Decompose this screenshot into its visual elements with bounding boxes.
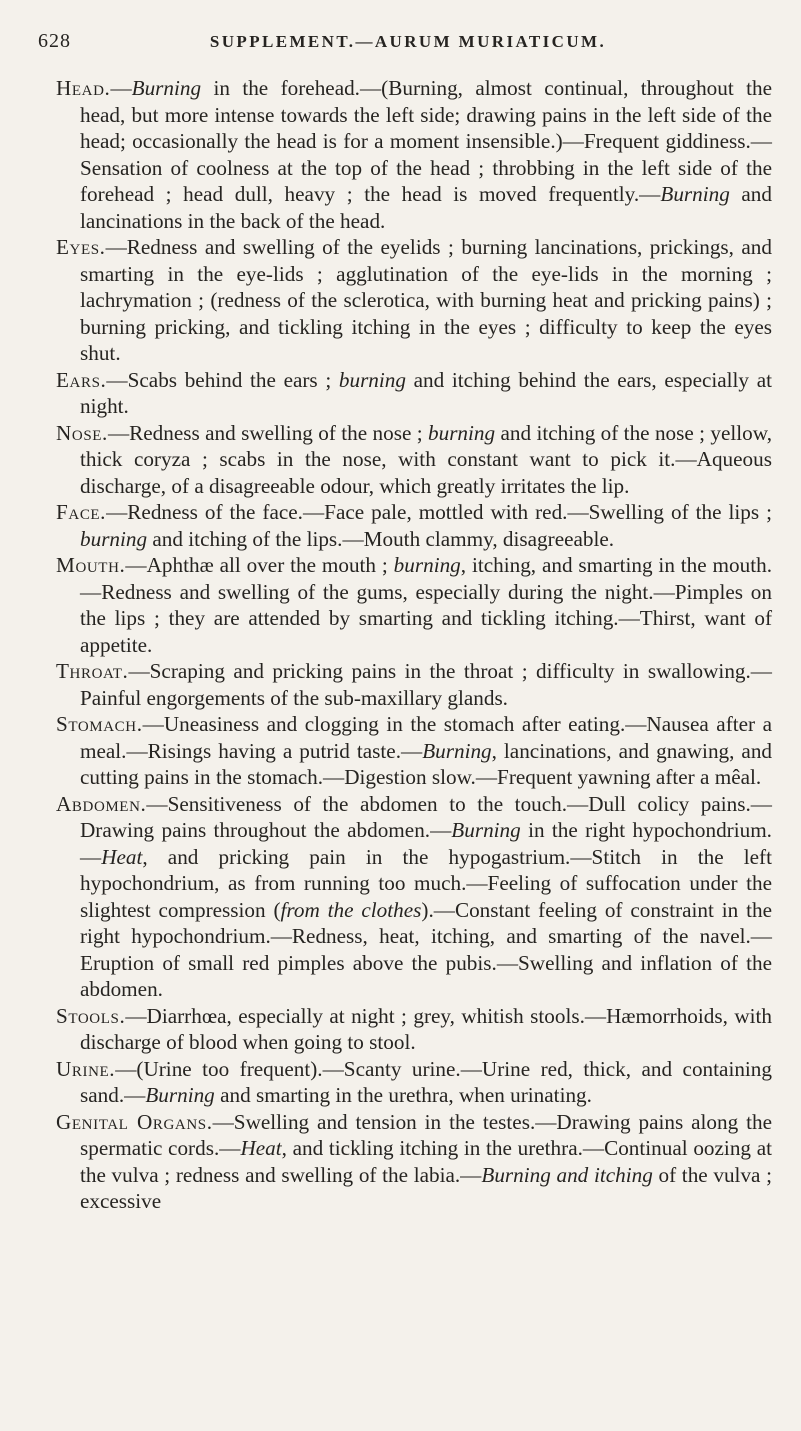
entry-text: —Scraping and pricking pains in the throat ; difficulty in swallowing.—Painful engorgements of the sub-maxillary glands. bbox=[80, 659, 772, 710]
entry-rubric: Genital Organs. bbox=[56, 1109, 213, 1134]
entry-rubric: Urine. bbox=[56, 1056, 116, 1081]
entry-text: —Redness and swelling of the nose ; bbox=[107, 420, 428, 445]
entry-rubric: Mouth. bbox=[56, 553, 126, 577]
entry-text: —Diarrhœa, especially at night ; grey, whitish stools.—Hæmorrhoids, with discharge of blood when going to stool. bbox=[80, 1003, 772, 1054]
symptom-entry bbox=[56, 1056, 772, 1109]
entry-text: , and tickling itching in the urethra.—Continual oozing at the vulva ; redness and swelling of the labia.— bbox=[80, 1136, 772, 1187]
italic-text: from the clothes bbox=[280, 897, 422, 922]
entry-text: and itching of the lips.—Mouth clammy, disagreeable. bbox=[147, 526, 615, 551]
entry-text: —Scabs behind the ears ; bbox=[106, 367, 339, 392]
entry-text: , lancinations, and gnawing, and cutting pains in the stomach.—Digestion slow.—Frequent yawning after a mêal. bbox=[80, 738, 773, 789]
entry-text: —Sensitiveness of the abdomen to the touch.—Dull colicy pains.—Drawing pains throughout the abdomen.— bbox=[80, 791, 772, 842]
symptom-entry bbox=[56, 1003, 772, 1056]
symptom-entry bbox=[56, 75, 772, 234]
entry-rubric: Ears. bbox=[56, 367, 107, 392]
italic-text: Heat bbox=[101, 844, 143, 869]
entry-text: in the right hypochondrium.— bbox=[80, 818, 772, 869]
page-header bbox=[38, 30, 778, 58]
italic-text: Burning bbox=[451, 818, 521, 842]
entry-rubric: Face. bbox=[56, 500, 107, 524]
entry-rubric: Stomach. bbox=[56, 712, 143, 736]
symptom-entry bbox=[56, 367, 772, 420]
symptom-entry bbox=[56, 420, 772, 500]
entry-text: and lancinations in the back of the head. bbox=[80, 182, 772, 233]
entry-rubric: Throat. bbox=[56, 659, 129, 683]
entry-text: —Aphthæ all over the mouth ; bbox=[125, 553, 394, 577]
symptom-entry bbox=[56, 234, 772, 367]
italic-text: Heat bbox=[240, 1136, 282, 1160]
entry-text: and smarting in the urethra, when urinating. bbox=[214, 1083, 592, 1107]
entry-text: —Uneasiness and clogging in the stomach after eating.—Nausea after a meal.—Risings having a putrid taste.— bbox=[80, 712, 772, 763]
italic-text: Burning and itching bbox=[481, 1162, 653, 1187]
italic-text: Burning bbox=[660, 182, 730, 206]
italic-text: Burning bbox=[422, 738, 492, 763]
entry-text: —Redness of the face.—Face pale, mottled with red.—Swelling of the lips ; bbox=[106, 500, 772, 524]
entry-text: , itching, and smarting in the mouth.—Redness and swelling of the gums, especially during the night.—Pimples on the lips ; they are attended by smarting and tickling itching.—Thirst, want of appetite. bbox=[80, 553, 772, 657]
page-number: 628 bbox=[38, 30, 71, 52]
entry-text: — bbox=[110, 76, 132, 100]
italic-text: burning bbox=[338, 367, 406, 392]
symptom-entry bbox=[56, 791, 772, 1003]
symptom-list bbox=[56, 75, 772, 1215]
entry-rubric: Nose. bbox=[56, 420, 108, 445]
italic-text: burning bbox=[428, 420, 496, 445]
entry-text: ).—Constant feeling of constraint in the right hypochondrium.—Redness, heat, itching, and smarting of the navel.—Eruption of small red pimples above the pubis.—Swelling and inflation of the abdomen. bbox=[80, 897, 773, 1001]
entry-rubric: Head. bbox=[56, 76, 111, 100]
italic-text: burning bbox=[393, 553, 461, 577]
entry-text: —(Urine too frequent).—Scanty urine.—Urine red, thick, and containing sand.— bbox=[80, 1056, 772, 1107]
entry-text: of the vulva ; excessive bbox=[80, 1162, 773, 1213]
symptom-entry bbox=[56, 658, 772, 711]
running-head: SUPPLEMENT.—AURUM MURIATICUM. bbox=[209, 32, 607, 51]
entry-rubric: Stools. bbox=[56, 1003, 126, 1028]
symptom-entry bbox=[56, 552, 772, 658]
entry-text: —Redness and swelling of the eyelids ; burning lancinations, prickings, and smarting in the eye-lids ; agglutination of the eye-lids in the morning ; lachrymation ; (redness of the sclerotica, with burning heat and pricking pains) ; burning pricking, and tickling itching in the eyes ; difficulty to keep the eyes shut. bbox=[80, 235, 772, 365]
entry-text: —Swelling and tension in the testes.—Drawing pains along the spermatic cords.— bbox=[80, 1109, 772, 1160]
entry-text: and itching behind the ears, especially at night. bbox=[80, 367, 772, 418]
entry-text: in the forehead.—(Burning, almost continual, throughout the head, but more intense towards the left side; drawing pains in the left side of the head; occasionally the head is for a moment insensible.)—Frequent giddiness.—Sensation of coolness at the top of the head ; throbbing in the left side of the forehead ; head dull, heavy ; the head is moved frequently.— bbox=[80, 76, 772, 206]
symptom-entry bbox=[56, 1109, 772, 1215]
entry-text: and itching of the nose ; yellow, thick coryza ; scabs in the nose, with constant want to pick it.—Aqueous discharge, of a disagreeable odour, which greatly irritates the lip. bbox=[80, 420, 772, 498]
italic-text: Burning bbox=[145, 1083, 215, 1107]
entry-rubric: Eyes. bbox=[56, 235, 106, 259]
italic-text: burning bbox=[80, 526, 148, 551]
entry-text: , and pricking pain in the hypogastrium.—Stitch in the left hypochondrium, as from running too much.—Feeling of suffocation under the slightest compression ( bbox=[80, 844, 772, 922]
italic-text: Burning bbox=[131, 76, 202, 100]
symptom-entry bbox=[56, 499, 772, 552]
symptom-entry bbox=[56, 711, 772, 791]
entry-rubric: Abdomen. bbox=[56, 791, 147, 816]
